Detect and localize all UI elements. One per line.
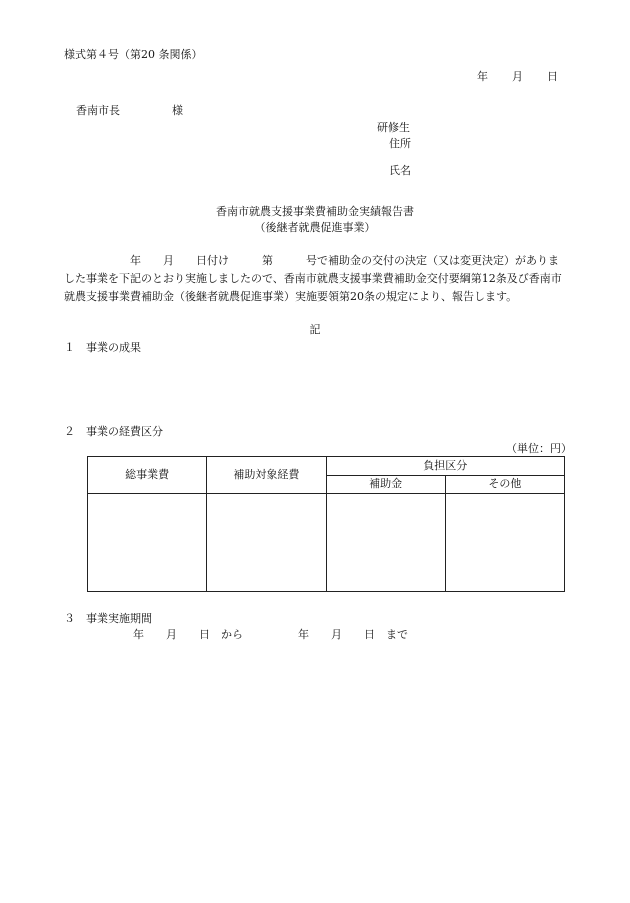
header-eligible-cost: 補助対象経費 xyxy=(207,457,326,494)
ki-heading: 記 xyxy=(309,323,321,336)
body-line-1: 年 月 日付け 第 号で補助金の交付の決定（又は変更決定）がありま xyxy=(130,254,559,267)
cell-other[interactable] xyxy=(445,494,564,592)
cell-eligible-cost[interactable] xyxy=(207,494,326,592)
applicant-role: 研修生 xyxy=(377,121,410,134)
cell-subsidy[interactable] xyxy=(326,494,445,592)
header-subsidy: 補助金 xyxy=(326,476,445,494)
document-subtitle: （後継者就農促進事業） xyxy=(254,221,376,234)
header-other: その他 xyxy=(445,476,564,494)
report-body xyxy=(64,252,572,306)
addressee-name: 香南市長 xyxy=(76,104,120,117)
expense-table xyxy=(87,456,565,592)
section-label: 事業実施期間 xyxy=(86,612,152,625)
section-period xyxy=(64,612,152,627)
section-label: 事業の経費区分 xyxy=(86,425,163,438)
header-burden: 負担区分 xyxy=(326,457,565,476)
document-title: 香南市就農支援事業費補助金実績報告書 xyxy=(216,205,414,218)
addressee xyxy=(76,104,183,119)
implementation-period: 年 月 日 から 年 月 日 まで xyxy=(133,628,408,641)
report-date xyxy=(477,70,558,85)
section-label: 事業の成果 xyxy=(86,341,141,354)
date-day-label: 日 xyxy=(547,70,558,83)
applicant-address-label: 住所 xyxy=(389,137,411,150)
section-expenses xyxy=(64,425,163,440)
section-number: ２ xyxy=(64,425,75,438)
section-number: ３ xyxy=(64,612,75,625)
body-line-2: した事業を下記のとおり実施しましたので、香南市就農支援事業費補助金交付要綱第12条及び香南市 xyxy=(64,272,562,285)
unit-label: （単位：円） xyxy=(506,442,572,455)
body-line-3: 就農支援事業費補助金（後継者就農促進事業）実施要領第20条の規定により、報告します。 xyxy=(64,290,518,303)
date-year-label: 年 xyxy=(477,70,488,83)
header-total-cost: 総事業費 xyxy=(88,457,207,494)
applicant-name-label: 氏名 xyxy=(389,164,411,177)
form-number: 様式第４号（第20 条関係） xyxy=(64,48,203,61)
section-number: １ xyxy=(64,341,75,354)
date-month-label: 月 xyxy=(512,70,523,83)
addressee-honorific: 様 xyxy=(172,104,183,117)
cell-total-cost[interactable] xyxy=(88,494,207,592)
section-results xyxy=(64,341,141,356)
